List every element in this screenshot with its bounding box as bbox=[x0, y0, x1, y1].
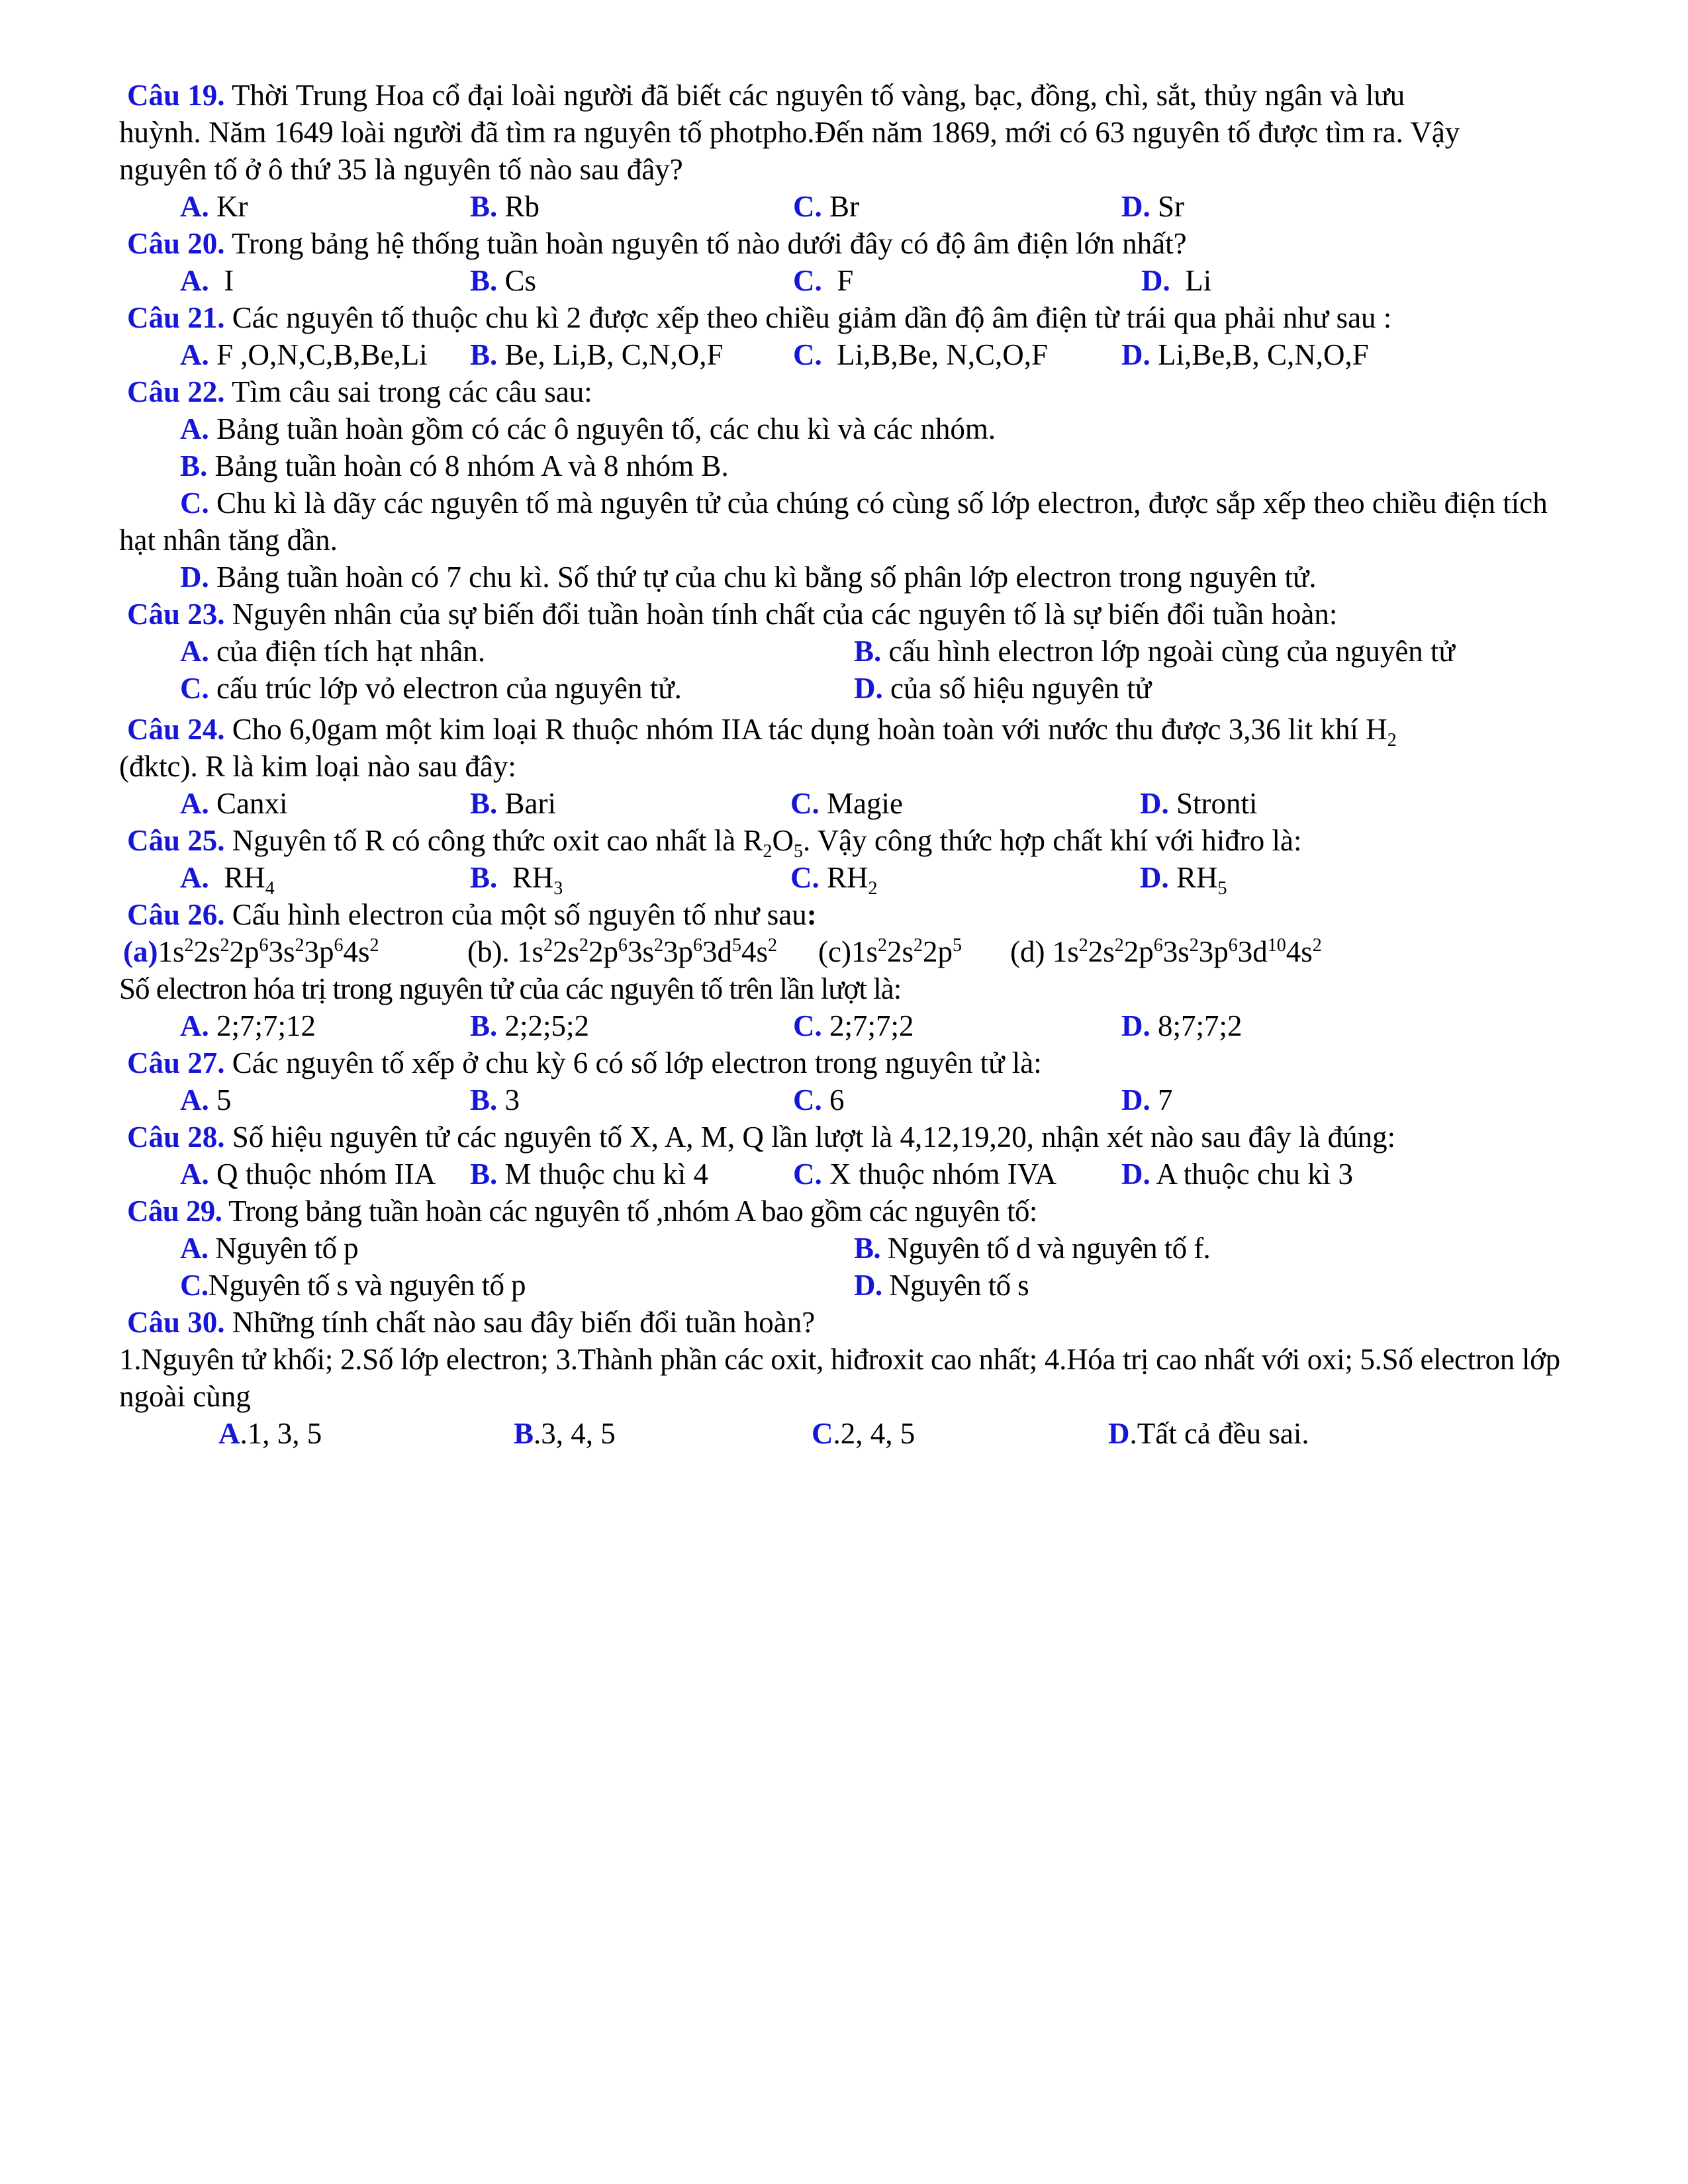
option-c: C.2, 4, 5 bbox=[812, 1417, 915, 1450]
config-d: (d) $1s^22s^22p^63s^23p^63d^{10}4s^2$ bbox=[1010, 935, 1322, 968]
options-row bbox=[119, 262, 1615, 299]
config-c: $(c)1s^22s^22p^5$ bbox=[818, 935, 962, 968]
question-20 bbox=[119, 225, 1615, 262]
option-d: D. 7 bbox=[1121, 1083, 1173, 1116]
option-a: A.1, 3, 5 bbox=[218, 1417, 322, 1450]
option-b: B. 2;2;5;2 bbox=[470, 1009, 590, 1042]
option-d: D. Stronti bbox=[1140, 787, 1258, 820]
option-b: B.3, 4, 5 bbox=[514, 1417, 616, 1450]
option-a: A. Bảng tuần hoàn gồm có các ô nguyên tố, các chu kì và các nhóm. bbox=[180, 412, 996, 445]
question-number: Câu 25. bbox=[127, 824, 225, 857]
option-d: D. 8;7;7;2 bbox=[1121, 1009, 1243, 1042]
question-text: Các nguyên tố xếp ở chu kỳ 6 có số lớp electron trong nguyên tử là: bbox=[224, 1046, 1042, 1079]
option-c: C. 2;7;7;2 bbox=[793, 1009, 914, 1042]
option-a: A. Q thuộc nhóm IIA bbox=[180, 1158, 436, 1191]
option-c: C. F bbox=[793, 264, 854, 297]
option-a: A. F ,O,N,C,B,Be,Li bbox=[180, 338, 428, 371]
option-a: A. Canxi bbox=[180, 787, 288, 820]
question-number: Câu 27. bbox=[127, 1046, 225, 1079]
question-number: Câu 26. bbox=[127, 898, 225, 931]
option-c: C. Br bbox=[793, 190, 859, 223]
option-b: B. Be, Li,B, C,N,O,F bbox=[470, 338, 724, 371]
option-c: C. $RH_2$ bbox=[790, 861, 878, 899]
options-row bbox=[119, 670, 1615, 707]
option-b: B. cấu hình electron lớp ngoài cùng của nguyên tử bbox=[854, 635, 1455, 668]
option-c: C.Nguyên tố s và nguyên tố p bbox=[180, 1269, 526, 1302]
options-row bbox=[119, 859, 1615, 899]
options-row bbox=[119, 1156, 1615, 1193]
option-a: A. 2;7;7;12 bbox=[180, 1009, 316, 1042]
options-row bbox=[119, 336, 1615, 373]
question-number: Câu 22. bbox=[127, 375, 225, 408]
subscript: 2 bbox=[1387, 730, 1397, 751]
question-text: Những tính chất nào sau đây biến đổi tuần hoàn? bbox=[224, 1306, 816, 1339]
question-number: Câu 30. bbox=[127, 1306, 225, 1339]
question-21 bbox=[119, 299, 1615, 336]
options-row bbox=[119, 633, 1615, 670]
question-22 bbox=[119, 373, 1615, 410]
option-b: B. $RH_3$ bbox=[470, 861, 563, 899]
option-c: C. X thuộc nhóm IVA bbox=[793, 1158, 1056, 1191]
option-a: A. Nguyên tố p bbox=[180, 1232, 359, 1265]
option-c-cont: hạt nhân tăng dần. bbox=[119, 523, 338, 557]
options-row bbox=[119, 1415, 1615, 1452]
question-29 bbox=[119, 1193, 1615, 1230]
question-text-cont: 1.Nguyên tử khối; 2.Số lớp electron; 3.Thành phần các oxit, hiđroxit cao nhất; 4.Hóa trị cao nhất với oxi; 5.Số electron lớp bbox=[119, 1343, 1560, 1376]
option-b: B. Rb bbox=[470, 190, 540, 223]
question-30 bbox=[119, 1304, 1615, 1341]
question-text-cont: Số electron hóa trị trong nguyên tử của các nguyên tố trên lần lượt là: bbox=[119, 972, 902, 1005]
question-text: Cho 6,0gam một kim loại R thuộc nhóm IIA tác dụng hoàn toàn với nước thu được 3,36 lit khí H bbox=[224, 713, 1387, 746]
option-c: C. 6 bbox=[793, 1083, 845, 1116]
question-number: Câu 29. bbox=[127, 1195, 222, 1228]
option-d: D. Li bbox=[1141, 264, 1212, 297]
option-a: A. I bbox=[180, 264, 234, 297]
option-d: D.Tất cả đều sai. bbox=[1108, 1417, 1309, 1450]
options-row bbox=[119, 1007, 1615, 1044]
worksheet-page bbox=[119, 77, 1615, 1452]
question-number: Câu 19. bbox=[127, 79, 225, 112]
question-text: Nguyên nhân của sự biến đổi tuần hoàn tính chất của các nguyên tố là sự biến đổi tuần hoàn: bbox=[224, 598, 1338, 631]
option-a: A. 5 bbox=[180, 1083, 232, 1116]
option-d: D. $RH_5$ bbox=[1140, 861, 1227, 899]
question-25: Câu 25. Nguyên tố R có công thức oxit cao nhất là $R_2O_5$. Vậy công thức hợp chất khí với hiđro là: bbox=[127, 824, 1302, 862]
question-text-cont: (đktc). R là kim loại nào sau đây: bbox=[119, 750, 516, 783]
option-a: A. Kr bbox=[180, 190, 248, 223]
question-text: Trong bảng tuần hoàn các nguyên tố ,nhóm A bao gồm các nguyên tố: bbox=[222, 1195, 1037, 1228]
question-27 bbox=[119, 1044, 1615, 1081]
config-a: $(a)1s^22s^22p^63s^23p^64s^2$ bbox=[123, 935, 379, 968]
option-b: B. M thuộc chu kì 4 bbox=[470, 1158, 708, 1191]
option-d: D. Nguyên tố s bbox=[854, 1269, 1029, 1302]
question-text: Các nguyên tố thuộc chu kì 2 được xếp theo chiều giảm dần độ âm điện từ trái qua phải như sau : bbox=[224, 301, 1392, 334]
option-d: D. Li,Be,B, C,N,O,F bbox=[1121, 338, 1369, 371]
option-d: D. Bảng tuần hoàn có 7 chu kì. Số thứ tự của chu kì bằng số phân lớp electron trong nguyên tử. bbox=[180, 561, 1317, 594]
option-b: B. Nguyên tố d và nguyên tố f. bbox=[854, 1232, 1211, 1265]
question-23 bbox=[119, 596, 1615, 633]
question-text-cont: huỳnh. Năm 1649 loài người đã tìm ra nguyên tố photpho.Đến năm 1869, mới có 63 nguyên tố được tìm ra. Vậy bbox=[119, 116, 1460, 149]
option-b: B. 3 bbox=[470, 1083, 520, 1116]
option-c: C. Li,B,Be, N,C,O,F bbox=[793, 338, 1049, 371]
option-b: B. Bari bbox=[470, 787, 556, 820]
options-row bbox=[119, 1267, 1615, 1304]
option-c: C. cấu trúc lớp vỏ electron của nguyên tử. bbox=[180, 672, 682, 705]
question-19 bbox=[119, 77, 1615, 114]
question-text: Tìm câu sai trong các câu sau: bbox=[224, 375, 592, 408]
question-text: Cấu hình electron của một số nguyên tố như sau bbox=[224, 898, 807, 931]
question-text: Thời Trung Hoa cổ đại loài người đã biết các nguyên tố vàng, bạc, đồng, chì, sắt, thủy ngân và lưu bbox=[224, 79, 1405, 112]
option-d: D. A thuộc chu kì 3 bbox=[1121, 1158, 1353, 1191]
option-a: A. của điện tích hạt nhân. bbox=[180, 635, 486, 668]
option-d: D. Sr bbox=[1121, 190, 1185, 223]
question-number: Câu 20. bbox=[127, 227, 225, 260]
question-number: Câu 28. bbox=[127, 1120, 225, 1154]
question-number: Câu 24. bbox=[127, 713, 225, 746]
question-text-cont: ngoài cùng bbox=[119, 1380, 251, 1413]
option-d: D. của số hiệu nguyên tử bbox=[854, 672, 1152, 705]
option-a: A. $RH_4$ bbox=[180, 861, 275, 899]
options-row bbox=[119, 1081, 1615, 1118]
question-text-cont: nguyên tố ở ô thứ 35 là nguyên tố nào sau đây? bbox=[119, 153, 683, 186]
question-28 bbox=[119, 1118, 1615, 1156]
electron-configurations bbox=[119, 933, 1615, 970]
options-row bbox=[119, 785, 1615, 822]
option-c: C. Chu kì là dãy các nguyên tố mà nguyên tử của chúng có cùng số lớp electron, được sắp xếp theo chiều điện tích bbox=[180, 486, 1548, 520]
question-24 bbox=[119, 711, 1615, 751]
options-row bbox=[119, 1230, 1615, 1267]
question-text: Số hiệu nguyên tử các nguyên tố X, A, M, Q lần lượt là 4,12,19,20, nhận xét nào sau đây là đúng: bbox=[224, 1120, 1396, 1154]
question-number: Câu 21. bbox=[127, 301, 225, 334]
option-b: B. Cs bbox=[470, 264, 537, 297]
question-text: Trong bảng hệ thống tuần hoàn nguyên tố nào dưới đây có độ âm điện lớn nhất? bbox=[224, 227, 1187, 260]
options-row bbox=[119, 188, 1615, 225]
question-number: Câu 23. bbox=[127, 598, 225, 631]
config-b: (b). $1s^22s^22p^63s^23p^63d^54s^2$ bbox=[467, 935, 778, 968]
option-c: C. Magie bbox=[790, 787, 903, 820]
option-b: B. Bảng tuần hoàn có 8 nhóm A và 8 nhóm B. bbox=[180, 449, 729, 482]
question-26: Câu 26. Cấu hình electron của một số nguyên tố như sau: bbox=[127, 898, 817, 931]
